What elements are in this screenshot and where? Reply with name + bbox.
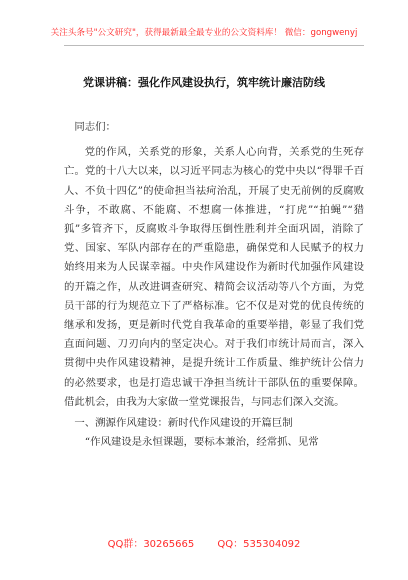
- document-title: 党课讲稿：强化作风建设执行，筑牢统计廉洁防线: [83, 76, 325, 89]
- section-lead-paragraph: “作风建设是永恒课题，要标本兼治，经常抓、见常: [84, 436, 319, 449]
- header-divider: [64, 45, 364, 46]
- greeting: 同志们：: [74, 121, 116, 133]
- footer-contact: [0, 535, 408, 550]
- footer-qq-group: QQ群：30265665: [107, 539, 195, 550]
- section-heading: 一、溯源作风建设：新时代作风建设的开篇巨制: [74, 417, 293, 430]
- header-banner: 关注头条号"公文研究"，获得最新最全最专业的公文资料库！ 微信：gongwenyj: [50, 28, 358, 38]
- footer-qq: QQ：535304092: [217, 539, 301, 550]
- document-body: [64, 118, 364, 452]
- body-paragraph: 党的作风，关系党的形象，关系人心向背，关系党的生死存亡。党的十八大以来，以习近平同志为核心的党中央以“得罪千百人、不负十四亿”的使命担当祛疴治乱，开展了史无前例的反腐败斗争，不敢腐、不能腐、不想腐一体推进，“打虎”“拍蝇”“猎狐”多管齐下，反腐败斗争取得压倒性胜利并全面巩固，消除了党、国家、军队内部存在的严重隐患，确保党和人民赋予的权力始终用来为人民谋幸福。中央作风建设作为新时代加强作风建设的开篇之作，从改进调查研究、精简会议活动等八个方面，为党员干部的行为规范立下了严格标准。它不仅是对党的优良传统的继承和发扬，更是新时代党自我革命的重要举措，彰显了我们党直面问题、刀刃向内的坚定决心。对于我们市统计局而言，深入贯彻中央作风建设精神，是提升统计工作质量、维护统计公信力的必然要求，也是打造忠诚干净担当统计干部队伍的重要保障。借此机会，由我为大家做一堂党课报告，与同志们深入交流。: [64, 146, 364, 408]
